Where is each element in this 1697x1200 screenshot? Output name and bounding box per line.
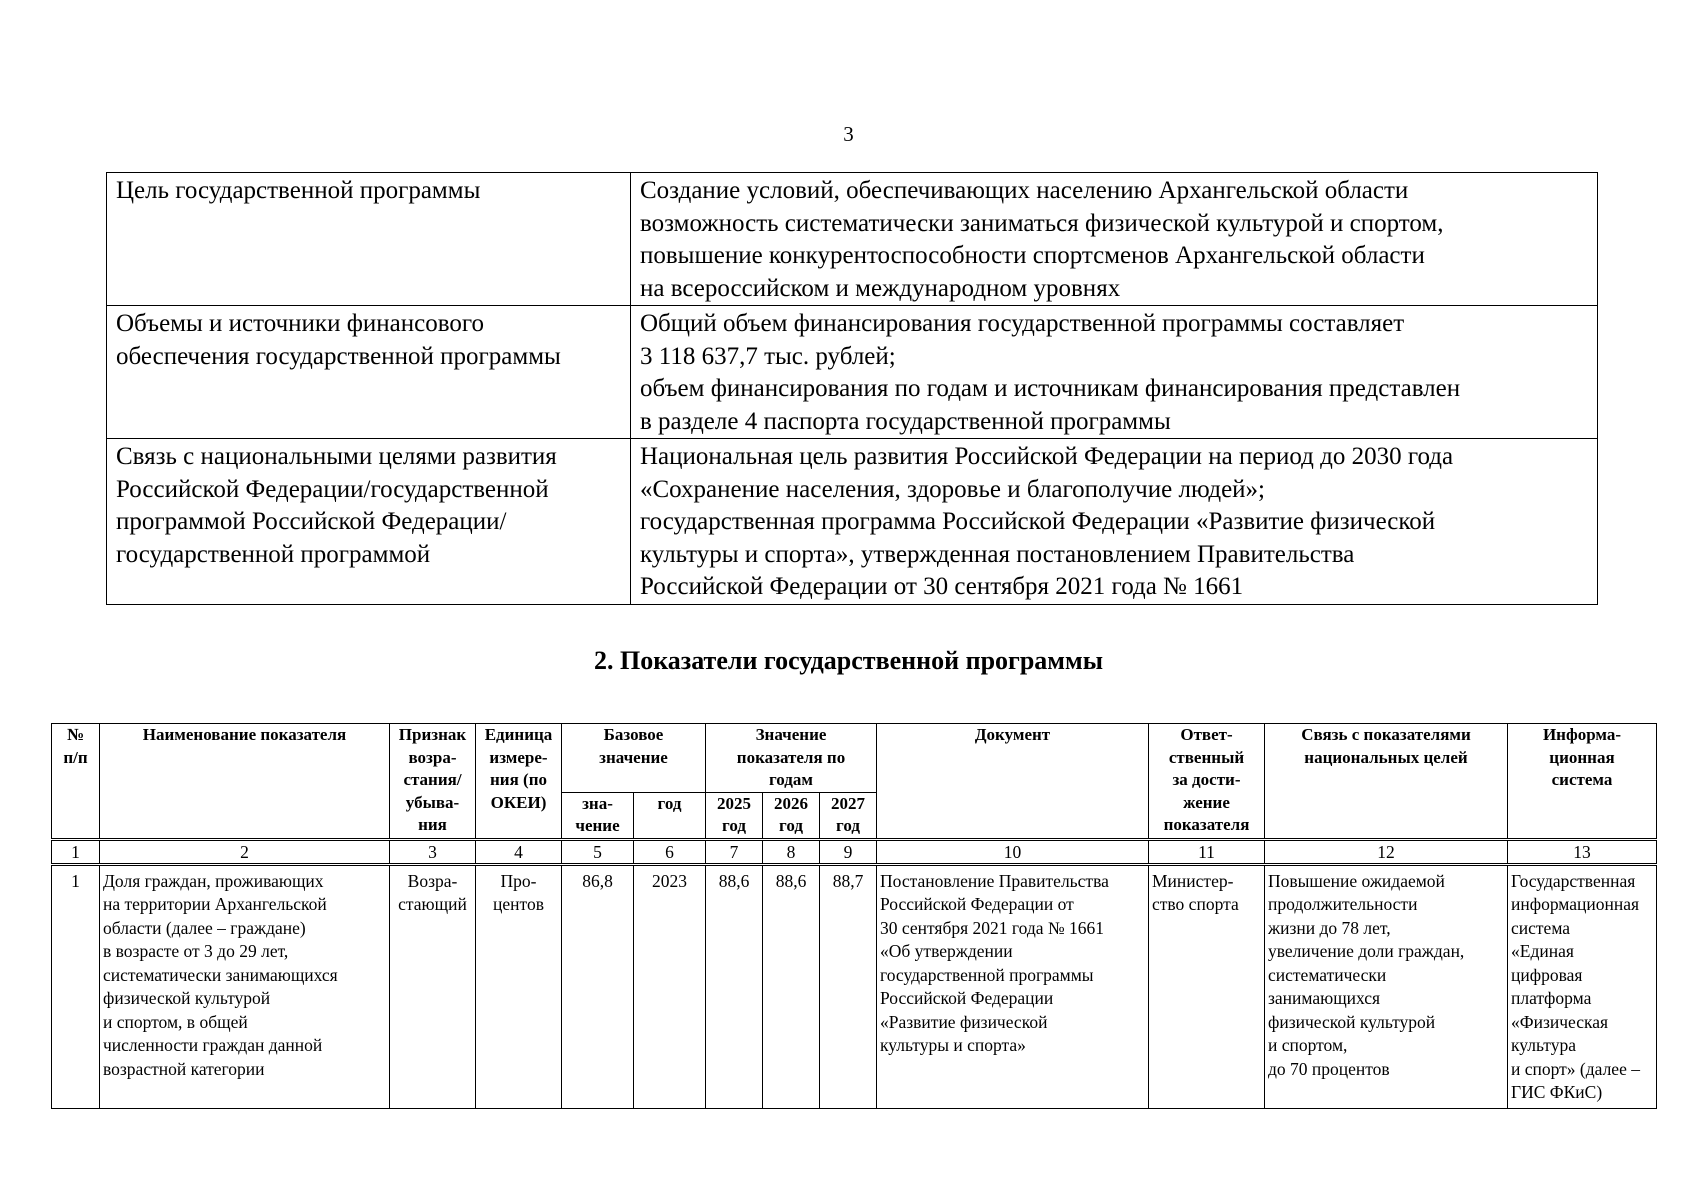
section-title: 2. Показатели государственной программы [593, 646, 1104, 675]
passport-value [631, 173, 1598, 306]
text-line: Документ [974, 725, 1051, 744]
cell-link [1265, 864, 1508, 1108]
text-line: государственной программой [116, 540, 431, 568]
text-line: на территории Архангельской [103, 894, 327, 914]
header-system [1508, 724, 1657, 840]
cell-2026: 88,6 [763, 864, 820, 1108]
header-num [52, 724, 100, 840]
text-line: физической культурой [1268, 1011, 1436, 1032]
cell-num: 1 [52, 864, 100, 1108]
text-line: и спорт» (далее – [1511, 1058, 1640, 1079]
text-line: обеспечения государственной программы [116, 342, 561, 370]
text-line: области (далее – граждане) [103, 917, 306, 938]
text-line: Общий объем финансирования государственной программы составляет [640, 310, 1405, 337]
text-line: программой Российской Федерации/ [116, 508, 507, 535]
text-line: возможность систематически заниматься физической культурой и спортом, [640, 209, 1444, 237]
column-number: 10 [877, 839, 1149, 864]
column-number: 9 [820, 839, 877, 864]
text-line: год [836, 816, 860, 835]
header-sign [390, 724, 476, 840]
text-line: стания/ [403, 770, 462, 789]
text-line: «Развитие физической [880, 1011, 1048, 1032]
passport-label [107, 173, 631, 306]
text-line: жизни до 78 лет, [1268, 917, 1391, 938]
text-line: центов [493, 894, 544, 914]
text-line: информационная [1511, 894, 1640, 914]
text-line: Российской Федерации/государственной [116, 475, 549, 503]
passport-label [107, 439, 631, 605]
text-line: повышение конкурентоспособности спортсменов Архангельской области [640, 242, 1425, 269]
text-line: ГИС ФКиС) [1511, 1082, 1603, 1102]
indicators-table [51, 723, 1657, 1109]
header-2025 [706, 792, 763, 839]
text-line: Признак [398, 725, 467, 744]
text-line: до 70 процентов [1268, 1058, 1390, 1079]
text-line: «Физическая [1511, 1011, 1609, 1032]
cell-sign [390, 864, 476, 1108]
text-line: жение [1183, 792, 1230, 812]
text-line: возра- [408, 747, 457, 767]
text-line: платформа [1511, 988, 1592, 1008]
cell-responsible [1149, 864, 1265, 1108]
text-line: Постановление Правительства [880, 870, 1109, 891]
header-name [100, 724, 390, 840]
text-line: ство спорта [1152, 894, 1239, 914]
header-document [877, 724, 1149, 840]
text-line: государственной программы [880, 964, 1094, 985]
text-line: Ответ- [1180, 725, 1233, 744]
text-line: Российской Федерации от [880, 894, 1074, 914]
passport-row [107, 173, 1598, 306]
column-number: 12 [1265, 839, 1508, 864]
header-base [562, 724, 706, 793]
text-line: Связь с показателями [1301, 725, 1471, 744]
column-number: 5 [562, 839, 634, 864]
text-line: 30 сентября 2021 года № 1661 [880, 917, 1105, 938]
passport-row [107, 306, 1598, 439]
column-number: 8 [763, 839, 820, 864]
text-line: Повышение ожидаемой [1268, 870, 1445, 891]
text-line: Связь с национальными целями развития [116, 443, 557, 470]
text-line: систематически занимающихся [103, 964, 338, 985]
text-line: 2026 [774, 793, 808, 813]
header-link [1265, 724, 1508, 840]
text-line: Российской Федерации от 30 сентября 2021 года № 1661 [640, 573, 1244, 600]
text-line: зна- [582, 793, 613, 813]
column-number: 7 [706, 839, 763, 864]
text-line: численности граждан данной [103, 1035, 323, 1055]
cell-base-value: 86,8 [562, 864, 634, 1108]
passport-label [107, 306, 631, 439]
text-line: значение [599, 747, 668, 767]
text-line: Цель государственной программы [116, 177, 481, 204]
cell-2025: 88,6 [706, 864, 763, 1108]
text-line: Национальная цель развития Российской Федерации на период до 2030 года [640, 443, 1454, 470]
text-line: 2025 [717, 793, 751, 813]
text-line: год [779, 816, 803, 835]
text-line: продолжительности [1268, 894, 1418, 914]
text-line: год [657, 793, 682, 813]
text-line: физической культурой [103, 988, 271, 1008]
column-number: 2 [100, 839, 390, 864]
text-line: и спортом, [1268, 1035, 1348, 1055]
column-number: 1 [52, 839, 100, 864]
text-line: культура [1511, 1035, 1576, 1055]
text-line: Российской Федерации [880, 988, 1054, 1008]
header-responsible [1149, 724, 1265, 840]
text-line: ственный [1168, 747, 1245, 767]
text-line: Единица [484, 725, 553, 744]
text-line: Объемы и источники финансового [116, 310, 484, 337]
text-line: год [722, 816, 746, 835]
text-line: ния (по [490, 770, 547, 789]
text-line: Значение [755, 725, 827, 744]
text-line: Информа- [1542, 725, 1622, 744]
text-line: в возрасте от 3 до 29 лет, [103, 941, 289, 961]
column-number: 4 [476, 839, 562, 864]
header-unit [476, 724, 562, 840]
cell-unit [476, 864, 562, 1108]
text-line: Про- [500, 870, 537, 891]
header-2027 [820, 792, 877, 839]
text-line: показателя по [736, 747, 846, 767]
table-row [52, 864, 1657, 1108]
text-line: культуры и спорта» [880, 1035, 1026, 1055]
column-number: 6 [634, 839, 706, 864]
column-number: 11 [1149, 839, 1265, 864]
text-line: Наименование показателя [142, 725, 347, 744]
cell-2027: 88,7 [820, 864, 877, 1108]
text-line: в разделе 4 паспорта государственной программы [640, 407, 1171, 435]
text-line: цифровая [1511, 964, 1583, 985]
text-line: Создание условий, обеспечивающих населению Архангельской области [640, 177, 1409, 204]
text-line: ционная [1549, 747, 1615, 767]
text-line: показателя [1163, 815, 1250, 834]
passport-value [631, 439, 1598, 605]
text-line: система [1511, 917, 1571, 938]
text-line: п/п [63, 747, 88, 767]
text-line: 2027 [831, 793, 865, 813]
passport-row [107, 439, 1598, 605]
passport-value [631, 306, 1598, 439]
cell-name [100, 864, 390, 1108]
text-line: убыва- [405, 792, 460, 812]
text-line: Базовое [603, 725, 664, 744]
text-line: возрастной категории [103, 1058, 265, 1079]
text-line: увеличение доли граждан, [1268, 941, 1465, 961]
text-line: объем финансирования по годам и источникам финансирования представлен [640, 375, 1461, 402]
cell-base-year: 2023 [634, 864, 706, 1108]
header-years-group [706, 724, 877, 793]
text-line: за дости- [1172, 770, 1241, 789]
text-line: чение [575, 816, 620, 835]
text-line: систематически [1268, 964, 1387, 985]
passport-table [106, 172, 1598, 605]
text-line: государственная программа Российской Федерации «Развитие физической [640, 508, 1436, 535]
column-number: 13 [1508, 839, 1657, 864]
text-line: 3 118 637,7 тыс. рублей; [640, 342, 896, 370]
text-line: занимающихся [1268, 988, 1381, 1008]
column-number: 3 [390, 839, 476, 864]
text-line: «Единая [1511, 941, 1574, 961]
text-line: № [66, 725, 85, 744]
text-line: стающий [398, 894, 467, 914]
text-line: Министер- [1152, 870, 1234, 891]
text-line: ОКЕИ) [490, 792, 547, 812]
text-line: Доля граждан, проживающих [103, 870, 324, 891]
header-2026 [763, 792, 820, 839]
text-line: национальных целей [1304, 747, 1468, 767]
text-line: «Об утверждении [880, 941, 1013, 961]
text-line: на всероссийском и международном уровнях [640, 274, 1121, 302]
text-line: культуры и спорта», утвержденная постановлением Правительства [640, 540, 1355, 568]
cell-system [1508, 864, 1657, 1108]
text-line: система [1551, 770, 1613, 789]
text-line: измере- [489, 747, 548, 767]
text-line: «Сохранение населения, здоровье и благополучие людей»; [640, 475, 1265, 503]
text-line: Государственная [1511, 870, 1636, 891]
text-line: и спортом, в общей [103, 1011, 248, 1032]
text-line: Возра- [407, 870, 458, 891]
header-base-year [634, 792, 706, 839]
text-line: ния [418, 815, 447, 834]
header-base-value [562, 792, 634, 839]
text-line: годам [769, 770, 813, 789]
page-number: 3 [843, 122, 854, 146]
column-numbers-row [52, 839, 1657, 864]
cell-document [877, 864, 1149, 1108]
